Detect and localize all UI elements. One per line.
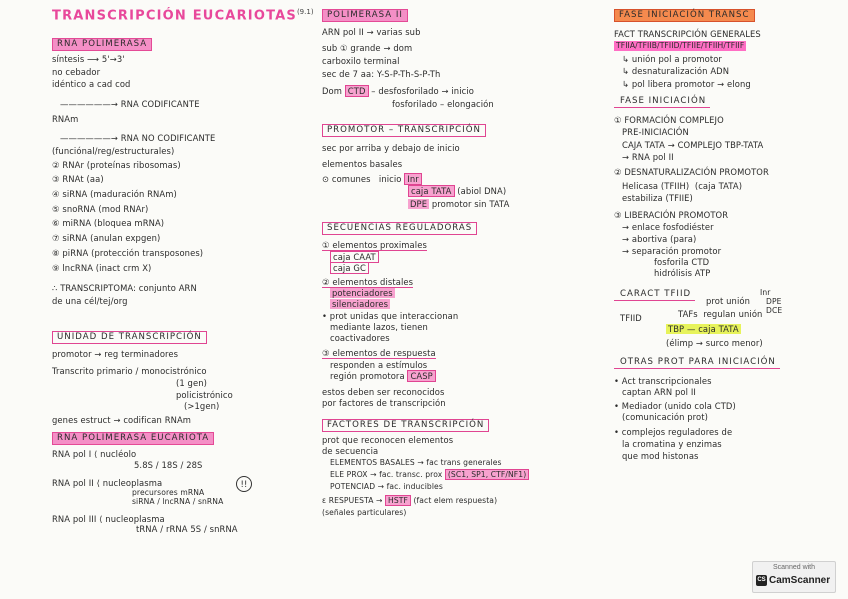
- note-line: (señales particulares): [322, 508, 407, 517]
- note-line: captan ARN pol II: [622, 387, 696, 397]
- note-line: por factores de transcripción: [322, 398, 446, 408]
- note-line: de una cél/tej/org: [52, 296, 128, 306]
- note-line: [330, 299, 390, 309]
- note-line: ↳ desnaturalización ADN: [622, 66, 730, 76]
- note-line: POTENCIAD → fac. inducibles: [330, 482, 443, 491]
- caja-tata-box: caja TATA: [408, 185, 455, 197]
- note-line: que mod histonas: [622, 451, 699, 461]
- note-line: [330, 252, 379, 262]
- note-line: tRNA / rRNA 5S / snRNA: [136, 524, 238, 534]
- note-line: ——————→ RNA NO CODIFICANTE: [60, 133, 216, 143]
- note-line: PRE-INICIACIÓN: [622, 127, 689, 137]
- camscanner-icon: CS: [756, 575, 767, 586]
- note-line: ——————→ RNA CODIFICANTE: [60, 99, 200, 109]
- note-line: precursores mRNA: [132, 488, 205, 497]
- note-line: la cromatina y enzimas: [622, 439, 722, 449]
- note-line: (comunicación prot): [622, 412, 709, 422]
- caja-caat-box: caja CAAT: [330, 251, 379, 263]
- note-line: mediante lazos, tienen: [330, 322, 428, 332]
- note-line: ⑨ lncRNA (inact crm X): [52, 263, 152, 273]
- note-line: no cebador: [52, 67, 101, 77]
- note-line: coactivadores: [330, 333, 390, 343]
- unidad-transcripcion-header: UNIDAD DE TRANSCRIPCIÓN: [52, 331, 207, 344]
- tbp-tata-highlight: TBP — caja TATA: [668, 324, 739, 334]
- note-line: ⑦ siRNA (anulan expgen): [52, 233, 161, 243]
- note-line: ⑥ miRNA (bloquea mRNA): [52, 218, 165, 228]
- note-line: • prot unidas que interaccionan: [322, 311, 459, 321]
- note-line: caja TATA (abiol DNA): [408, 186, 506, 196]
- note-line: CAJA TATA → COMPLEJO TBP-TATA: [622, 140, 764, 150]
- circle-mark: !!: [236, 476, 252, 492]
- note-line: → separación promotor: [622, 246, 722, 256]
- rna-polimerasa-eucariota-header: RNA POLIMERASA EUCARIOTA: [52, 432, 214, 445]
- note-line: RNA pol III ⟨ nucleoplasma: [52, 514, 165, 524]
- note-line: responden a estímulos: [330, 360, 428, 370]
- note-line: siRNA / lncRNA / snRNA: [132, 497, 224, 506]
- silenciadores-mark: silenciadores: [332, 299, 389, 309]
- note-line: → RNA pol II: [622, 152, 674, 162]
- note-line: (1 gen): [176, 378, 208, 388]
- note-line: ⑧ piRNA (protección transposones): [52, 248, 204, 258]
- note-line: [330, 263, 369, 273]
- note-line: ① elementos proximales: [322, 240, 427, 250]
- note-line: (>1gen): [184, 401, 220, 411]
- note-line: Helicasa (TFIIH) (caja TATA): [622, 181, 743, 191]
- note-line: RNAm: [52, 114, 79, 124]
- caja-gc-box: caja GC: [330, 262, 369, 274]
- note-line: idéntico a cad cod: [52, 79, 131, 89]
- note-line: ⑤ snoRNA (mod RNAr): [52, 204, 149, 214]
- badge-caption: Scanned with: [772, 564, 816, 571]
- note-line: Dom CTD – desfosforilado → inicio: [322, 86, 474, 96]
- note-line: elementos basales: [322, 159, 403, 169]
- note-line: ⊙ comunes inicio Inr: [322, 174, 422, 184]
- camscanner-badge: [752, 561, 836, 593]
- note-line: prot unión: [706, 296, 751, 306]
- note-line: • Act transcripcionales: [614, 376, 712, 386]
- note-line: estabiliza (TFIIE): [622, 193, 693, 203]
- note-line: sub ① grande → dom: [322, 43, 413, 53]
- note-line: ε RESPUESTA → HSTF (fact elem respuesta): [322, 496, 498, 505]
- note-line: ① FORMACIÓN COMPLEJO: [614, 115, 724, 125]
- note-line: • Mediador (unido cola CTD): [614, 401, 736, 411]
- note-line: ③ LIBERACIÓN PROMOTOR: [614, 210, 729, 220]
- note-line: genes estruct → codifican RNAm: [52, 415, 192, 425]
- note-line: prot que reconocen elementos: [322, 435, 454, 445]
- polimerasa-ii-header: POLIMERASA II: [322, 9, 408, 22]
- note-line: DCE: [766, 306, 783, 315]
- rna-polimerasa-header: RNA POLIMERASA: [52, 38, 152, 51]
- note-line: (élimp → surco menor): [666, 338, 763, 348]
- note-line: RNA pol II ⟨ nucleoplasma: [52, 478, 163, 488]
- ctd-box: CTD: [345, 85, 369, 97]
- note-line: región promotora CASP: [330, 371, 436, 381]
- note-line: sec de 7 aa: Y-S-P-Th-S-P-Th: [322, 69, 441, 79]
- title-ref: (9.1): [296, 8, 314, 16]
- note-line: ③ RNAt (aa): [52, 174, 104, 184]
- note-line: RNA pol I ⟨ nucléolo: [52, 449, 137, 459]
- note-line: ↳ pol libera promotor → elong: [622, 79, 751, 89]
- potenciadores-mark: potenciadores: [332, 288, 393, 298]
- note-line: estos deben ser reconocidos: [322, 387, 445, 397]
- inr-box: Inr: [404, 173, 422, 185]
- note-line: policistrónico: [176, 390, 233, 400]
- note-line: hidrólisis ATP: [654, 268, 711, 278]
- note-line: fosforila CTD: [654, 257, 710, 267]
- note-line: → enlace fosfodiéster: [622, 222, 714, 232]
- note-line: (funciónal/reg/estructurales): [52, 146, 175, 156]
- note-line: carboxilo terminal: [322, 56, 400, 66]
- promotor-transcripcion-header: PROMOTOR – TRANSCRIPCIÓN: [322, 124, 486, 137]
- note-line: TFIIA/TFIIB/TFIID/TFIIE/TFIIH/TFIIF: [616, 41, 745, 50]
- fase-iniciacion-transc-header: FASE INICIACIÓN TRANSC: [614, 9, 755, 22]
- secuencias-reguladoras-header: SECUENCIAS REGULADORAS: [322, 222, 477, 235]
- note-line: [330, 288, 395, 298]
- note-line: ELE PROX → fac. transc. prox (SC1, SP1, CTF/NF1): [330, 470, 529, 480]
- badge-brand: CamScanner: [769, 575, 831, 586]
- note-line: TAFs regulan unión: [678, 309, 763, 319]
- note-line: sec por arriba y debajo de inicio: [322, 143, 460, 153]
- fase-iniciacion-header: FASE INICIACIÓN: [614, 96, 710, 108]
- casp-box: CASP: [407, 370, 435, 382]
- note-line: Inr: [760, 288, 771, 297]
- dpe-mark: DPE: [410, 199, 428, 209]
- note-line: → abortiva (para): [622, 234, 697, 244]
- note-line: DPE: [766, 297, 782, 306]
- caract-tfiid-header: CARACT TFIID: [614, 289, 695, 301]
- otras-prot-header: OTRAS PROT PARA INICIACIÓN: [614, 357, 780, 369]
- note-line: TFIID: [620, 313, 642, 323]
- note-line: FACT TRANSCRIPCIÓN GENERALES: [614, 29, 761, 39]
- note-line: Transcrito primario / monocistrónico: [52, 366, 207, 376]
- note-line: ③ elementos de respuesta: [322, 348, 436, 358]
- note-line: ② RNAr (proteínas ribosomas): [52, 160, 181, 170]
- hstf-box: HSTF: [385, 495, 411, 506]
- note-line: ELEMENTOS BASALES → fac trans generales: [330, 458, 502, 467]
- note-line: DPE promotor sin TATA: [410, 199, 510, 209]
- page-title: TRANSCRIPCIÓN $EUCARIOTAS^{(9.1)}$: [52, 8, 314, 24]
- note-line: de secuencia: [322, 446, 379, 456]
- note-line: ② DESNATURALIZACIÓN PROMOTOR: [614, 167, 769, 177]
- note-line: ARN pol II → varias sub: [322, 27, 421, 37]
- note-line: síntesis ⟶ 5'→3': [52, 54, 125, 64]
- sc1-box: (SC1, SP1, CTF/NF1): [445, 469, 529, 480]
- note-line: ∴ TRANSCRIPTOMA: conjunto ARN: [52, 283, 197, 293]
- note-line: • complejos reguladores de: [614, 427, 733, 437]
- note-line: ④ siRNA (maduración RNAm): [52, 189, 177, 199]
- note-line: [666, 324, 741, 334]
- note-line: promotor → reg terminadores: [52, 349, 179, 359]
- note-line: ② elementos distales: [322, 277, 414, 287]
- factores-transcripcion-header: FACTORES DE TRANSCRIPCIÓN: [322, 419, 489, 432]
- note-line: ↳ unión pol a promotor: [622, 54, 722, 64]
- note-line: 5.8S / 18S / 28S: [134, 460, 203, 470]
- note-line: fosforilado – elongación: [392, 99, 494, 109]
